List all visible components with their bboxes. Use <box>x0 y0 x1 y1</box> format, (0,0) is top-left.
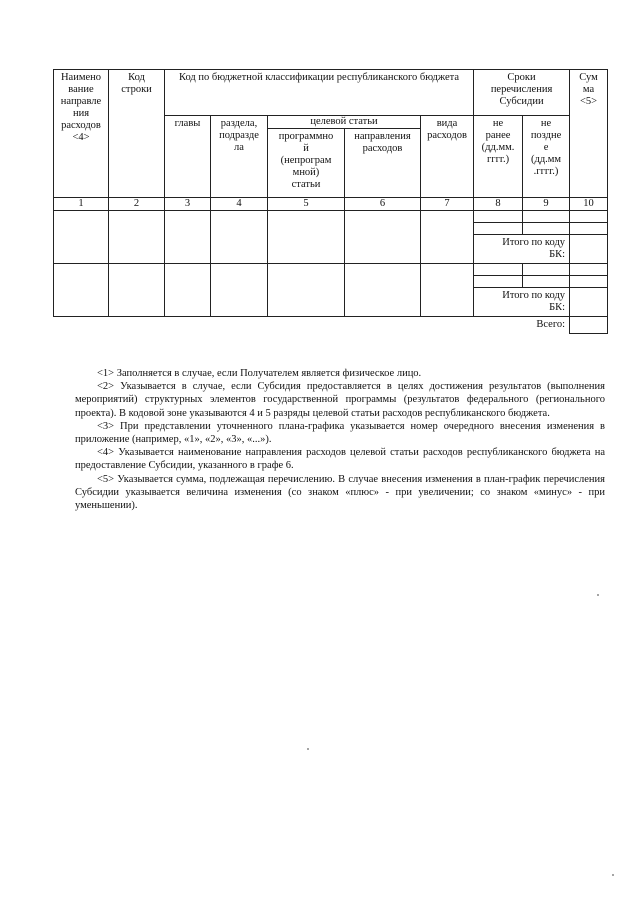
table-cell <box>523 264 570 276</box>
column-number: 2 <box>109 198 165 211</box>
subtotal-by-code-label: Итого по коду БК: <box>474 235 570 264</box>
table-cell <box>165 264 211 317</box>
column-number: 3 <box>165 198 211 211</box>
table-cell <box>474 223 523 235</box>
header-section: раздела, подразде ла <box>211 116 268 198</box>
table-cell <box>421 211 474 264</box>
footnote-1: <1> Заполняется в случае, если Получателем является физическое лицо. <box>97 368 422 379</box>
header-chapter: главы <box>165 116 211 198</box>
table-cell <box>570 211 608 223</box>
column-number: 1 <box>54 198 109 211</box>
table-spacer <box>54 317 474 334</box>
table-cell <box>345 211 421 264</box>
header-not-earlier: не ранее (дд.мм. гггг.) <box>474 116 523 198</box>
subsidy-schedule-table <box>53 69 608 334</box>
column-number: 8 <box>474 198 523 211</box>
table-cell <box>570 264 608 276</box>
column-number: 6 <box>345 198 421 211</box>
header-target-article: целевой статьи <box>268 116 421 129</box>
table-cell <box>421 264 474 317</box>
table-cell <box>54 211 109 264</box>
table-cell <box>109 211 165 264</box>
footnote-5: <5> Указывается сумма, подлежащая перечислению. В случае внесения изменения в план-график перечисления Субсидии указывается величина изменения (со знаком «плюс» - при увеличении; со знаком «минус» - при уменьшении). <box>75 473 605 512</box>
column-number: 5 <box>268 198 345 211</box>
header-row-code: Код строки <box>109 70 165 198</box>
total-value-cell <box>570 317 608 334</box>
total-label: Всего: <box>536 319 566 330</box>
table-cell <box>570 223 608 235</box>
header-transfer-deadlines: Сроки перечисления Субсидии <box>474 70 570 116</box>
header-not-later: не поздне е (дд.мм .гггг.) <box>523 116 570 198</box>
table-cell <box>54 264 109 317</box>
table-cell <box>268 264 345 317</box>
header-program-article: программно й (непрограм мной) статьи <box>268 129 345 198</box>
column-number: 10 <box>570 198 608 211</box>
table-cell <box>570 276 608 288</box>
footnote-2: <2> Указывается в случае, если Субсидия предоставляется в целях достижения результатов (выполнения мероприятий) структурных элементов государственной программы (результатов федерального (регионального проекта). В кодовой зоне указываются 4 и 5 разряды целевой статьи расходов республиканского бюджета. <box>75 381 605 419</box>
scan-speck <box>307 748 309 750</box>
table-cell <box>211 211 268 264</box>
header-expense-direction: направления расходов <box>345 129 421 198</box>
column-number: 9 <box>523 198 570 211</box>
footnotes <box>75 367 605 512</box>
subtotal-value-cell <box>570 288 608 317</box>
subtotal-value-cell <box>570 235 608 264</box>
footnote-3: <3> При представлении уточненного плана-графика указывается номер очередного внесения изменения в приложение (например, «1», «2», «3», «...»). <box>75 420 605 446</box>
header-expense-type: вида расходов <box>421 116 474 198</box>
table-cell <box>523 211 570 223</box>
table-cell <box>523 223 570 235</box>
header-budget-classification: Код по бюджетной классификации республиканского бюджета <box>165 70 474 116</box>
table-cell <box>109 264 165 317</box>
table-cell <box>268 211 345 264</box>
table-cell <box>523 276 570 288</box>
header-sum: Сум ма <5> <box>570 70 608 198</box>
scan-speck <box>612 874 614 876</box>
table-cell <box>474 276 523 288</box>
subtotal-by-code-label: Итого по коду БК: <box>474 288 570 317</box>
table-cell <box>474 211 523 223</box>
column-number: 7 <box>421 198 474 211</box>
table-cell <box>165 211 211 264</box>
column-number: 4 <box>211 198 268 211</box>
scan-speck <box>597 594 599 596</box>
table-cell <box>211 264 268 317</box>
footnote-4: <4> Указывается наименование направления расходов целевой статьи расходов республиканского бюджета на предоставление Субсидии, указанного в графе 6. <box>75 447 605 472</box>
table-cell <box>474 264 523 276</box>
header-name: Наимено вание направле ния расходов <4> <box>54 70 109 198</box>
table-cell <box>345 264 421 317</box>
